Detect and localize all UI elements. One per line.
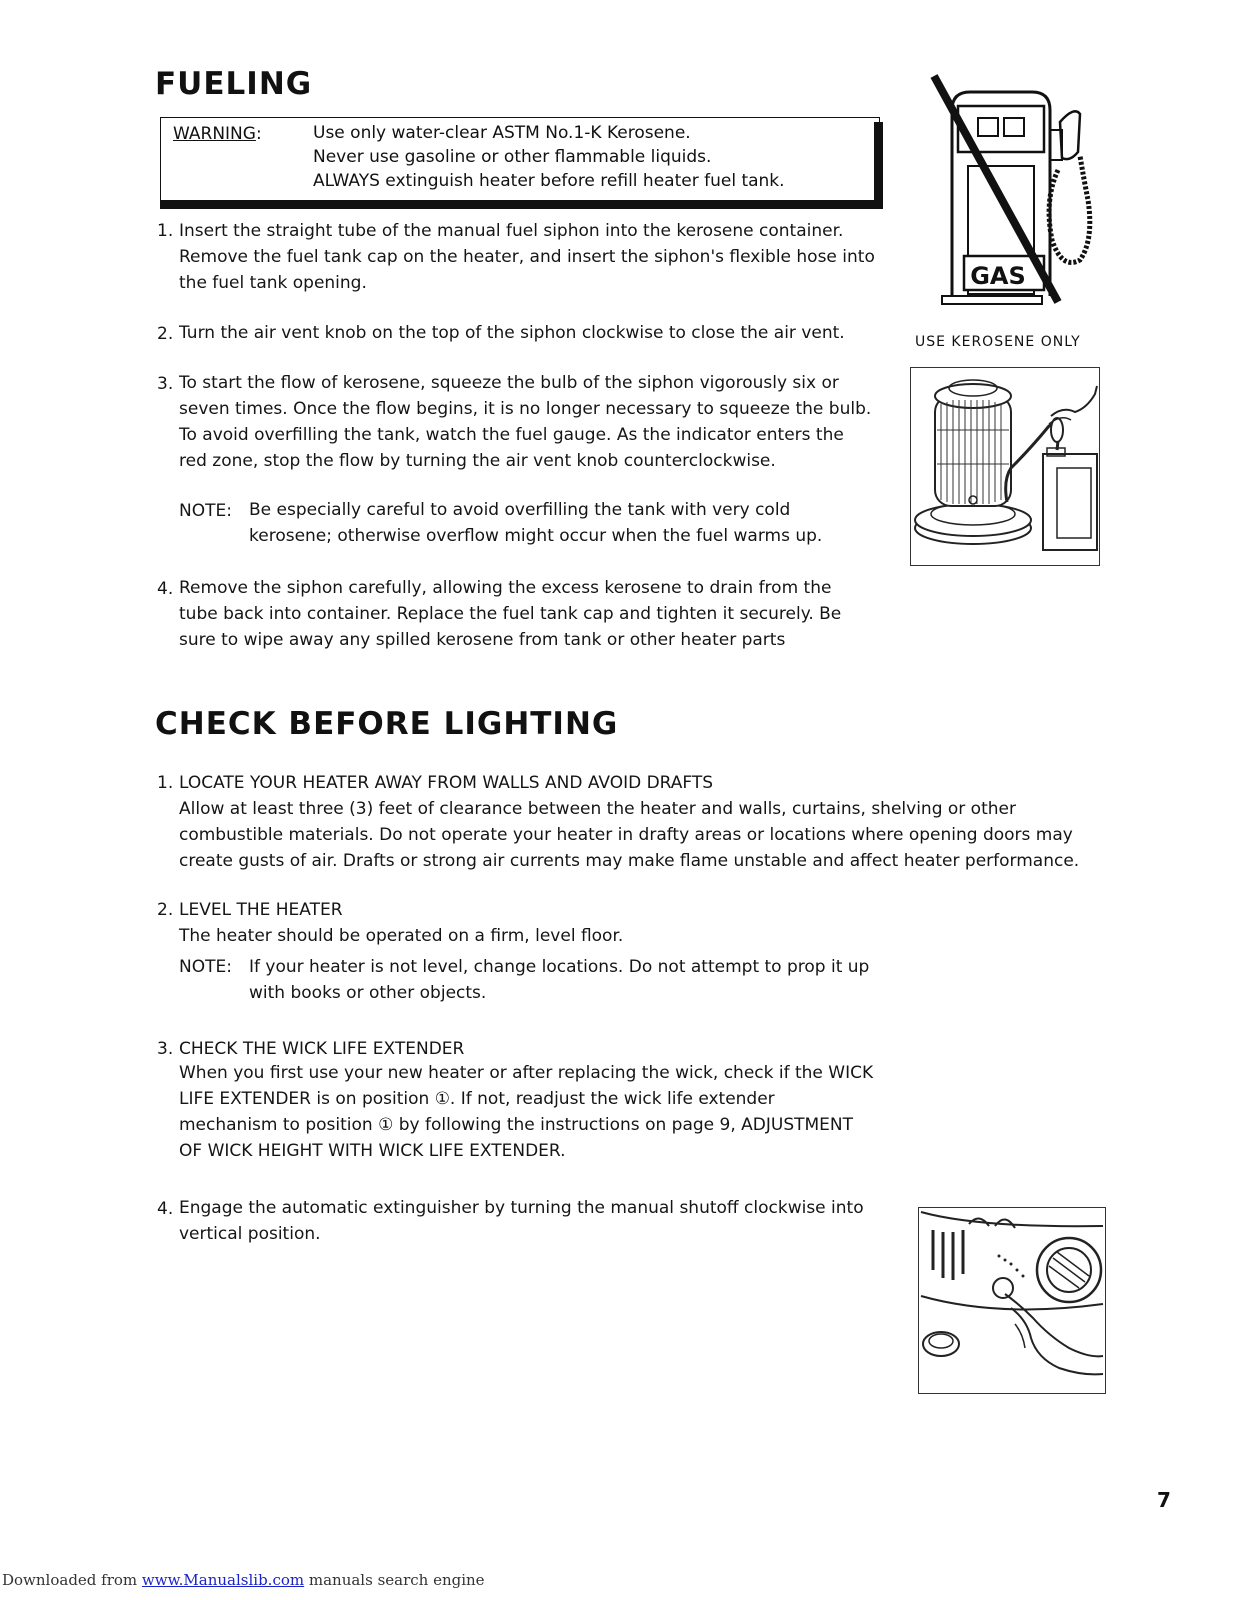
text-line: combustible materials. Do not operate your heater in drafty areas or locations where opening doors may <box>179 825 1073 845</box>
text-line: If your heater is not level, change locations. Do not attempt to prop it up <box>249 957 870 977</box>
heater-siphon-illustration <box>910 367 1100 566</box>
text-line: seven times. Once the flow begins, it is no longer necessary to squeeze the bulb. <box>179 399 872 419</box>
pump-caption: USE KEROSENE ONLY <box>915 334 1081 350</box>
fueling-note <box>249 497 822 549</box>
text-line: kerosene; otherwise overflow might occur when the fuel warms up. <box>249 526 823 546</box>
step-number: 1. <box>157 221 174 241</box>
fueling-title: FUELING <box>155 66 313 102</box>
check-step-2-heading: LEVEL THE HEATER <box>179 900 343 920</box>
text-line: create gusts of air. Drafts or strong air currents may make flame unstable and affect heater performance. <box>179 851 1080 871</box>
text-line: red zone, stop the flow by turning the air vent knob counterclockwise. <box>179 451 776 471</box>
fueling-step-1 <box>179 218 875 296</box>
step-number: 4. <box>157 1199 174 1219</box>
text-line: OF WICK HEIGHT WITH WICK LIFE EXTENDER. <box>179 1141 566 1161</box>
text-line: Allow at least three (3) feet of clearance between the heater and walls, curtains, shelving or other <box>179 799 1016 819</box>
step-number: 2. <box>157 900 174 920</box>
check-step-1-heading: LOCATE YOUR HEATER AWAY FROM WALLS AND AVOID DRAFTS <box>179 773 714 793</box>
text-line: vertical position. <box>179 1224 321 1244</box>
check-step-3-body <box>179 1060 873 1164</box>
warning-line: ALWAYS extinguish heater before refill heater fuel tank. <box>313 171 785 191</box>
text-line: Be especially careful to avoid overfilling the tank with very cold <box>249 500 791 520</box>
check-title: CHECK BEFORE LIGHTING <box>155 706 619 742</box>
text-line: LIFE EXTENDER is on position ①. If not, readjust the wick life extender <box>179 1089 775 1109</box>
step-number: 4. <box>157 579 174 599</box>
text-line: Engage the automatic extinguisher by turning the manual shutoff clockwise into <box>179 1198 864 1218</box>
heater-siphon-drawing <box>911 368 1099 565</box>
text-line: mechanism to position ① by following the instructions on page 9, ADJUSTMENT <box>179 1115 853 1135</box>
text-line: the fuel tank opening. <box>179 273 367 293</box>
warning-line: Never use gasoline or other flammable liquids. <box>313 147 712 167</box>
check-note <box>249 954 869 1006</box>
manual-shutoff-illustration <box>918 1207 1106 1394</box>
check-step-2-body <box>179 923 623 949</box>
step-number: 2. <box>157 324 174 344</box>
manualslib-link[interactable]: www.Manualslib.com <box>141 1571 305 1589</box>
step-number: 3. <box>157 1039 174 1059</box>
page-number: 7 <box>1157 1488 1171 1512</box>
warning-box-shadow <box>160 200 882 209</box>
text-line: Remove the siphon carefully, allowing the excess kerosene to drain from the <box>179 578 832 598</box>
footer <box>2 1571 485 1589</box>
footer-suffix: manuals search engine <box>304 1571 485 1589</box>
text-line: Turn the air vent knob on the top of the siphon clockwise to close the air vent. <box>179 323 845 343</box>
manual-shutoff-drawing <box>919 1208 1105 1393</box>
text-line: tube back into container. Replace the fuel tank cap and tighten it securely. Be <box>179 604 842 624</box>
fueling-step-4 <box>179 575 841 653</box>
text-line: Insert the straight tube of the manual fuel siphon into the kerosene container. <box>179 221 844 241</box>
text-line: Remove the fuel tank cap on the heater, and insert the siphon's flexible hose into <box>179 247 875 267</box>
note-label: NOTE: <box>179 501 232 521</box>
check-step-4-body <box>179 1195 864 1247</box>
text-line: To avoid overfilling the tank, watch the fuel gauge. As the indicator enters the <box>179 425 844 445</box>
text-line: sure to wipe away any spilled kerosene from tank or other heater parts <box>179 630 786 650</box>
warning-label: WARNING <box>173 124 256 144</box>
gas-sign-text: GAS <box>970 262 1026 290</box>
fueling-step-2 <box>179 320 845 346</box>
warning-box <box>160 117 880 202</box>
footer-prefix: Downloaded from <box>2 1571 142 1589</box>
step-number: 1. <box>157 773 174 793</box>
step-number: 3. <box>157 374 174 394</box>
text-line: To start the flow of kerosene, squeeze the bulb of the siphon vigorously six or <box>179 373 839 393</box>
check-step-3-heading: CHECK THE WICK LIFE EXTENDER <box>179 1039 465 1059</box>
text-line: When you first use your new heater or after replacing the wick, check if the WICK <box>179 1063 874 1083</box>
warning-line: Use only water-clear ASTM No.1-K Kerosene. <box>313 123 691 143</box>
gas-pump-crossed-illustration <box>912 70 1102 310</box>
note-label: NOTE: <box>179 957 232 977</box>
text-line: with books or other objects. <box>249 983 487 1003</box>
text-line: The heater should be operated on a firm, level floor. <box>179 926 624 946</box>
fueling-step-3 <box>179 370 871 474</box>
warning-text <box>313 121 785 193</box>
check-step-1-body <box>179 796 1079 874</box>
warning-box-shadow <box>874 122 883 209</box>
warning-label-colon: : <box>255 124 262 144</box>
